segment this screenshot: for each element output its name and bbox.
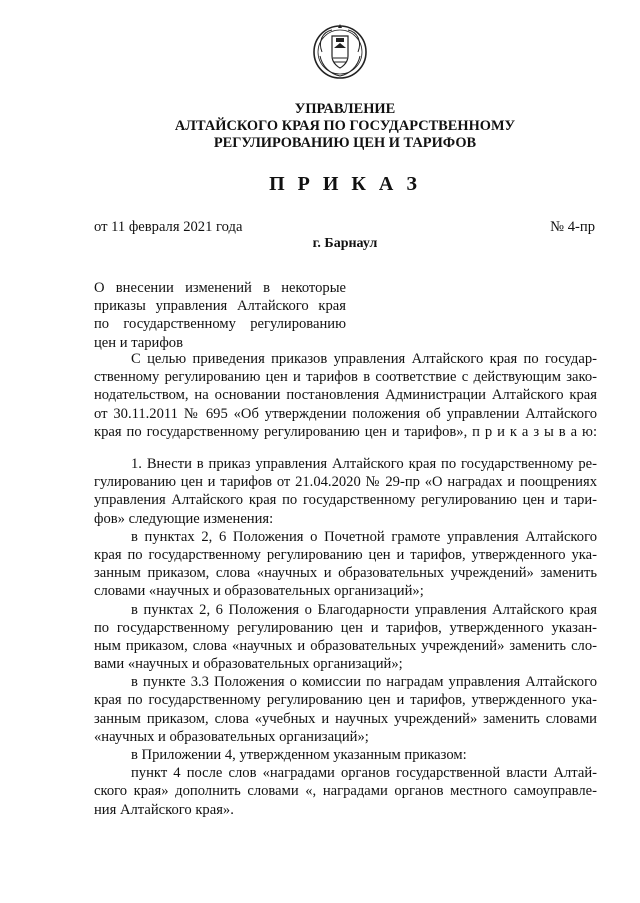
body-line: занным приказом, слова «учебных и научных учреждений» заменить словами — [94, 710, 597, 727]
document-subject — [94, 281, 346, 350]
body-line: занным приказом, слова «научных и образовательных учреждений» заменить — [94, 565, 597, 582]
body-line: в пунктах 2, 6 Положения о Благодарности управления Алтайского края — [131, 601, 597, 618]
organization-header — [0, 101, 640, 152]
document-title: П Р И К А З — [269, 173, 421, 195]
preamble-paragraph — [94, 350, 597, 441]
preamble-line: нодательством, на основании постановления Администрации Алтайского края — [94, 387, 597, 404]
preamble-line: ственному регулированию цен и тарифов в соответствие с действующим зако- — [94, 369, 597, 386]
preamble-line: края по государственному регулированию цен и тарифов», п р и к а з ы в а ю: — [94, 423, 597, 440]
body-line: 1. Внести в приказ управления Алтайского края по государственному ре- — [131, 456, 597, 472]
subject-line: цен и тарифов — [94, 334, 183, 351]
body-line: по государственному регулированию цен и тарифов, утвержденного указан- — [94, 619, 597, 636]
body-text — [94, 455, 597, 819]
document-date: от 11 февраля 2021 года — [94, 219, 243, 235]
body-line: в пункте 3.3 Положения о комиссии по наградам управления Алтайского — [131, 674, 597, 691]
body-line: словами «научных и образовательных организаций»; — [94, 583, 424, 600]
header-line-1: УПРАВЛЕНИЕ — [294, 101, 396, 117]
body-line: вами «научных и образовательных организаций»; — [94, 656, 403, 673]
body-line: в Приложении 4, утвержденном указанным приказом: — [131, 747, 467, 763]
body-line: гулированию цен и тарифов от 21.04.2020 № 29-пр «О наградах и поощрениях — [94, 474, 597, 491]
subject-line: приказы управления Алтайского края — [94, 298, 346, 315]
coat-of-arms-icon — [312, 22, 368, 82]
body-line: фов» следующие изменения: — [94, 510, 274, 527]
body-line: «научных и образовательных организаций»; — [94, 728, 369, 745]
body-line: края по государственному регулированию цен и тарифов, утвержденного ука- — [94, 692, 597, 709]
header-line-2: АЛТАЙСКОГО КРАЯ ПО ГОСУДАРСТВЕННОМУ — [174, 118, 516, 134]
body-line: управления Алтайского края по государственному регулированию цен и тари- — [94, 492, 597, 509]
body-line: ным приказом, слова «научных и образовательных учреждений» заменить сло- — [94, 637, 597, 654]
body-line: ния Алтайского края». — [94, 801, 234, 818]
subject-line: по государственному регулированию — [94, 316, 346, 333]
document-city: г. Барнаул — [312, 236, 378, 251]
document-number: № 4-пр — [550, 219, 595, 235]
preamble-line: от 30.11.2011 № 695 «Об утверждении положения об управлении Алтайского — [94, 405, 597, 422]
header-line-3: РЕГУЛИРОВАНИЮ ЦЕН И ТАРИФОВ — [213, 135, 477, 151]
body-line: пункт 4 после слов «наградами органов государственной власти Алтай- — [131, 765, 597, 782]
subject-line: О внесении изменений в некоторые — [94, 280, 346, 296]
body-line: ского края» дополнить словами «, наградами органов местного самоуправле- — [94, 783, 597, 800]
body-line: края по государственному регулированию цен и тарифов, утвержденного ука- — [94, 546, 597, 563]
preamble-line: С целью приведения приказов управления Алтайского края по государ- — [131, 351, 597, 367]
body-line: в пунктах 2, 6 Положения о Почетной грамоте управления Алтайского — [131, 528, 597, 545]
